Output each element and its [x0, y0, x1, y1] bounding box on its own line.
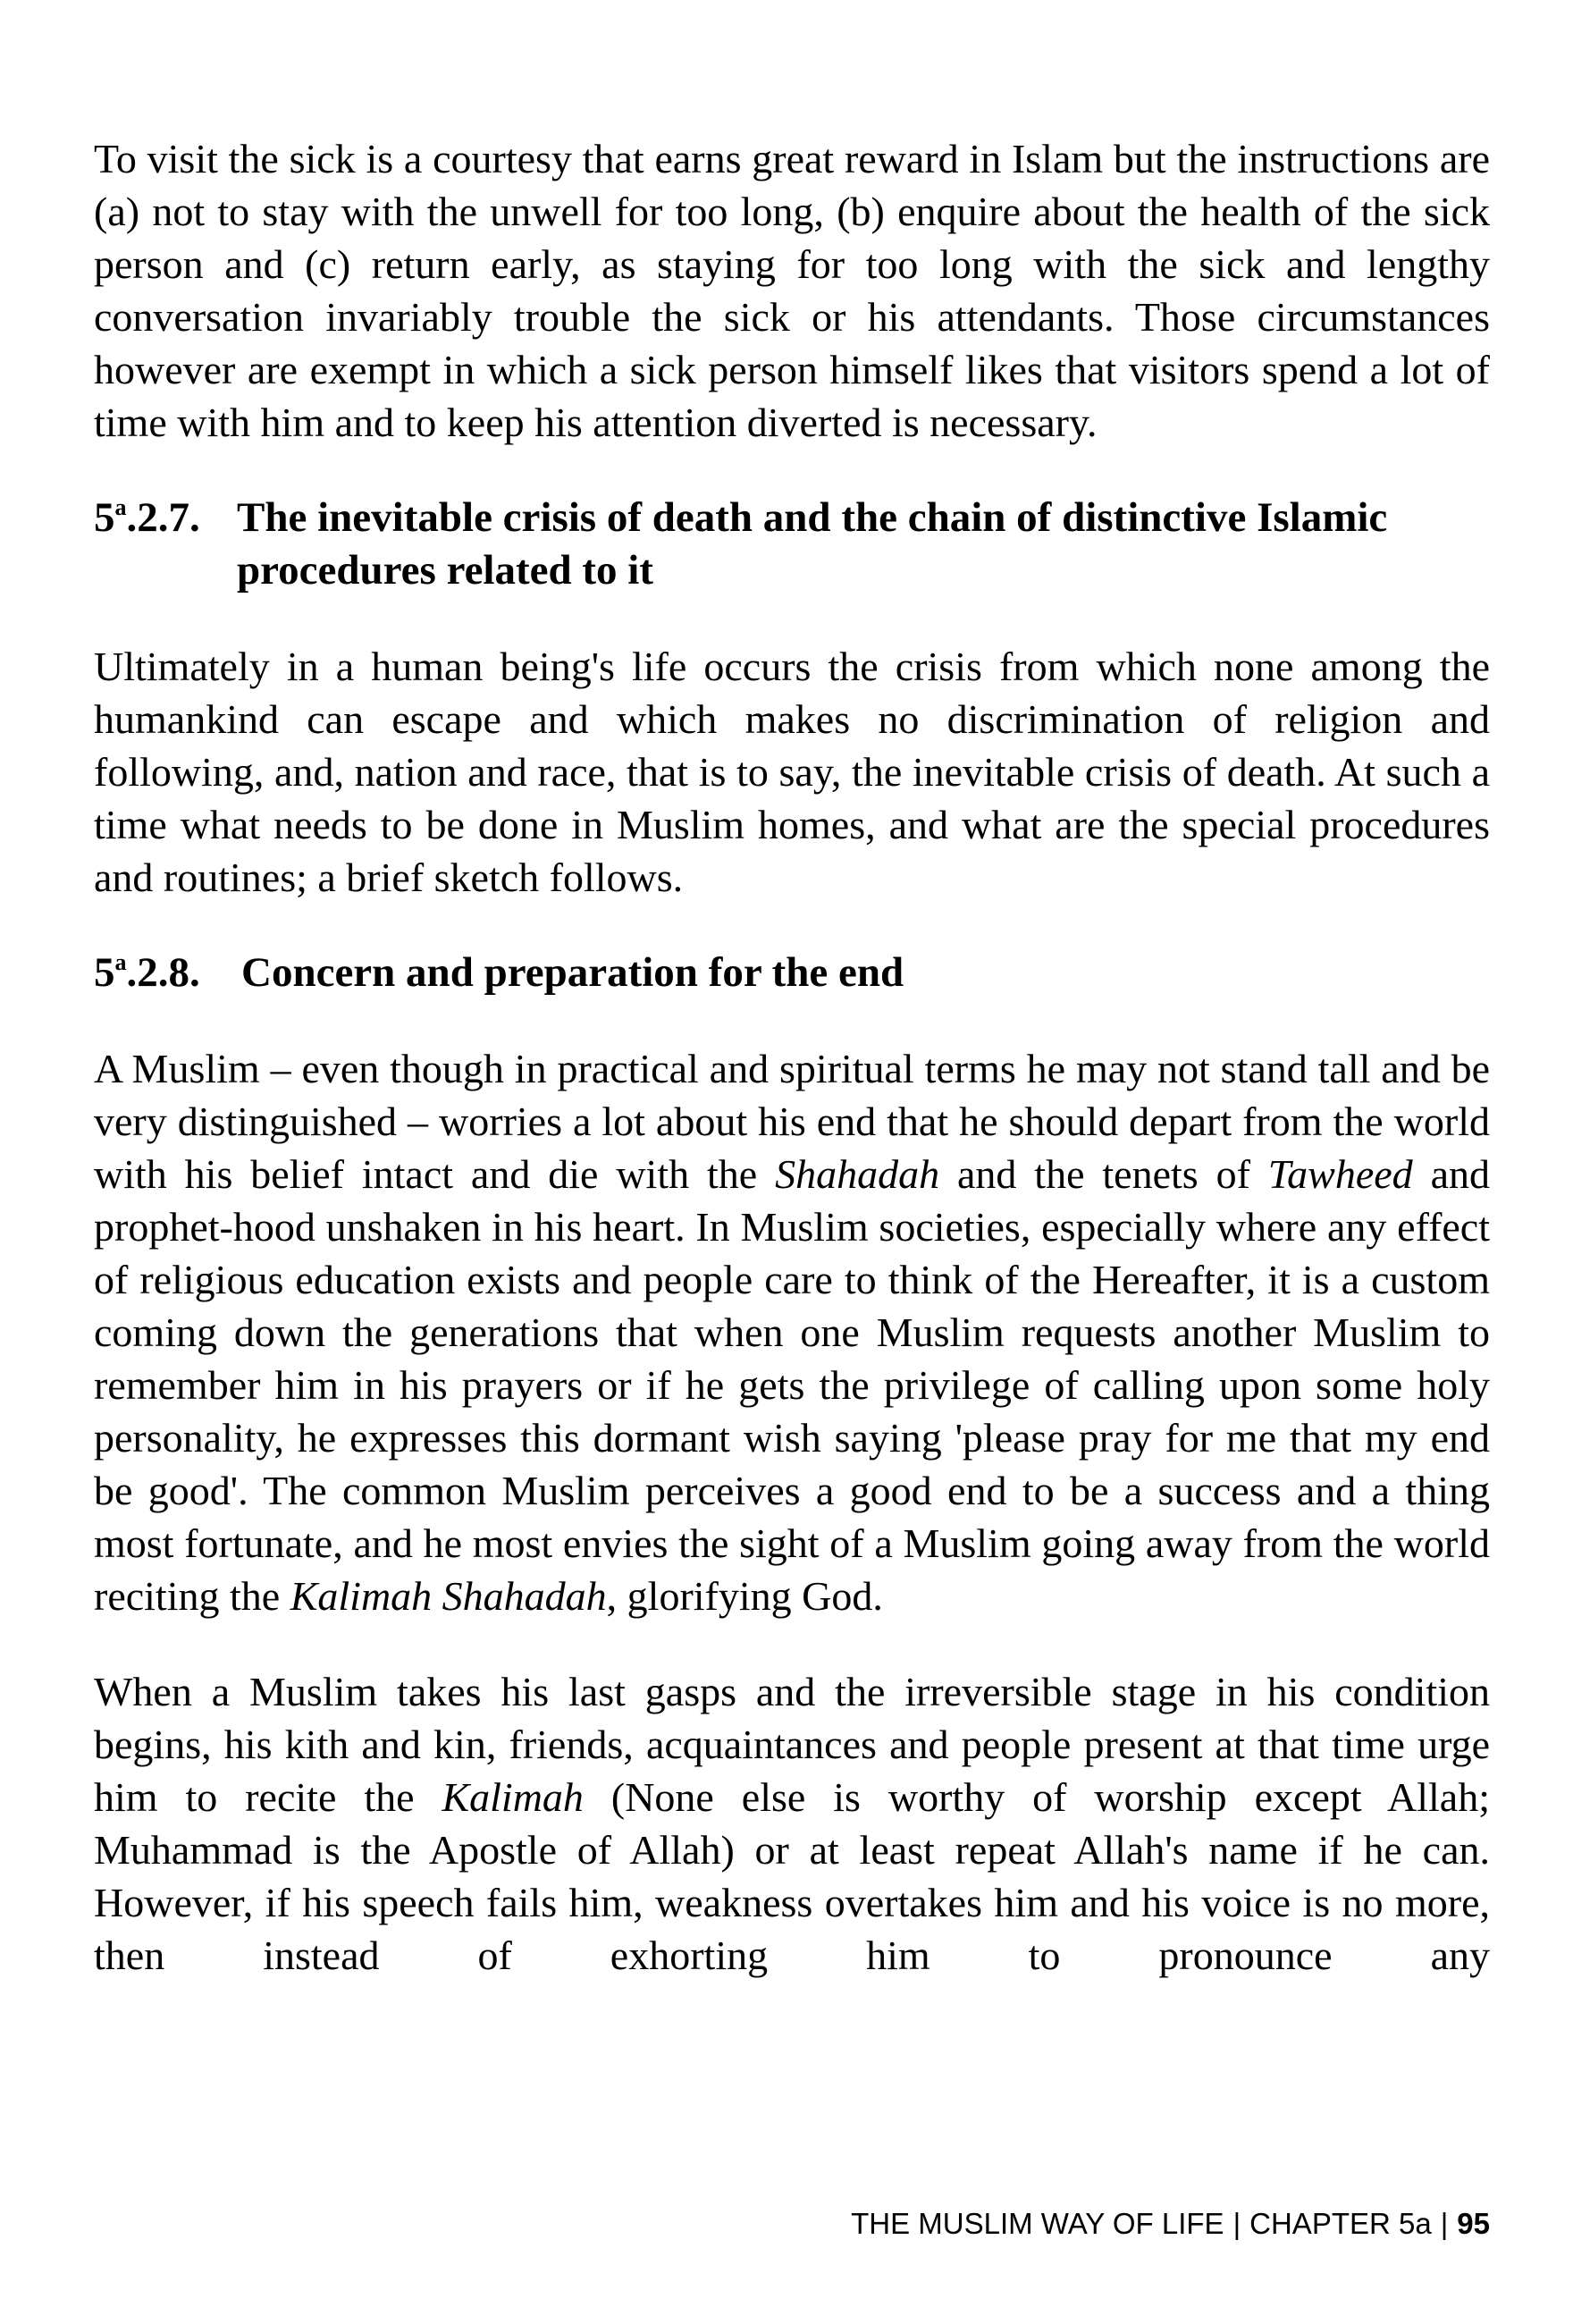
paragraph-crisis-of-death: Ultimately in a human being's life occurs the crisis from which none among the humankind can escape and which makes no discrimination of religion and following, and, nation and race, that is to say, the inevitable crisis of death. At such a time what needs to be done in Muslim homes, and what are the special procedures and routines; a brief sketch follows.: [94, 644, 1490, 900]
section-number-sup: a: [114, 949, 127, 975]
italic-term-kalimah-shahadah: Kalimah Shahadah: [290, 1573, 607, 1619]
text-run: A Muslim – even though in practical and spiritual terms he may not stand tall and be very distinguished – worries a lot about his end that he should depart from the world with his belief intact and die with the: [94, 1046, 1490, 1197]
footer-page-number: 95: [1457, 2207, 1490, 2240]
italic-term-kalimah: Kalimah: [442, 1774, 584, 1820]
section-number-rest: .2.7.: [126, 494, 200, 541]
footer-separator: |: [1232, 2207, 1241, 2240]
section-number: [94, 492, 237, 597]
page-footer: [0, 2206, 1490, 2242]
section-heading-5a-2-8: [94, 947, 1490, 999]
paragraph-visiting-sick: To visit the sick is a courtesy that earns great reward in Islam but the instructions are (a) not to stay with the unwell for too long, (b) enquire about the health of the sick person and (c) return early, as staying for too long with the sick and lengthy conversation invariably trouble the sick or his attendants. Those circumstances however are exempt in which a sick person himself likes that visitors spend a lot of time with him and to keep his attention diverted is necessary.: [94, 136, 1490, 445]
section-heading-5a-2-7: [94, 492, 1490, 597]
text-run: When a Muslim takes his last gasps and the irreversible stage in his condition begins, his kith and kin, friends, acquaintances and people present at that time urge him to recite the: [94, 1669, 1490, 1820]
section-number-sup: a: [114, 494, 127, 520]
footer-chapter: CHAPTER 5a: [1249, 2207, 1432, 2240]
italic-term-tawheed: Tawheed: [1267, 1151, 1413, 1197]
text-run: , glorifying God.: [606, 1573, 883, 1619]
text-run: and the tenets of: [939, 1151, 1268, 1197]
footer-book-title: THE MUSLIM WAY OF LIFE: [851, 2207, 1224, 2240]
section-title: The inevitable crisis of death and the chain of distinctive Islamic procedures related to it: [237, 494, 1388, 594]
section-number-rest: .2.8.: [126, 949, 200, 996]
section-number: [94, 947, 241, 999]
text-run: and prophet-hood unshaken in his heart. In Muslim societies, especially where any effect of religious education exists and people care to think of the Hereafter, it is a custom coming down the generations that when one Muslim requests another Muslim to remember him in his prayers or if he gets the privilege of calling upon some holy personality, he expresses this dormant wish saying 'please pray for me that my end be good'. The common Muslim perceives a good end to be a success and a thing most fortunate, and he most envies the sight of a Muslim going away from the world reciting the: [94, 1151, 1490, 1619]
paragraph-last-gasps: [94, 1665, 1490, 1982]
document-page: [94, 132, 1490, 1982]
text-run: (None else is worthy of worship except Allah; Muhammad is the Apostle of Allah) or at least repeat Allah's name if he can. However, if his speech fails him, weakness overtakes him and his voice is no more, then instead of exhorting him to pronounce any: [94, 1774, 1491, 1978]
section-number-main: 5: [94, 949, 115, 996]
paragraph-concern-for-end: [94, 1042, 1490, 1622]
footer-separator: |: [1440, 2207, 1449, 2240]
section-number-main: 5: [94, 494, 115, 541]
section-title: Concern and preparation for the end: [241, 949, 904, 996]
italic-term-shahadah: Shahadah: [775, 1151, 940, 1197]
